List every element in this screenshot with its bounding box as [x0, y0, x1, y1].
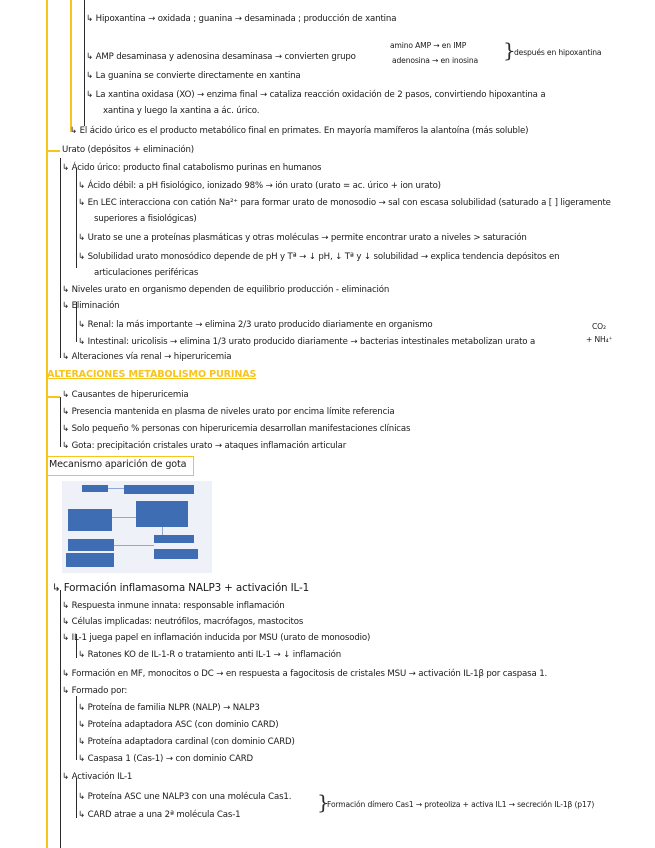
guide-line-top [70, 0, 72, 132]
note-line: ↳ Hipoxantina → oxidada ; guanina → desaminada ; producción de xantina [86, 14, 397, 24]
note-line: ↳ AMP desaminasa y adenosina desaminasa → convierten grupo [86, 52, 356, 62]
yellow-connector [46, 150, 60, 152]
guide-line-bottom [46, 583, 48, 848]
section-heading: Mecanismo aparición de gota [49, 459, 187, 470]
tree-line-5 [60, 397, 61, 447]
note-line: ↳ Presencia mantenida en plasma de niveles urato por encima límite referencia [62, 407, 395, 417]
note-line: CO₂ [592, 322, 606, 331]
note-line: ↳ Eliminación [62, 301, 120, 311]
note-line: ↳ Proteína ASC une NALP3 con una molécula Cas1. [78, 792, 292, 802]
note-line: ↳ Solo pequeño % personas con hiperuricemia desarrollan manifestaciones clínicas [62, 424, 411, 434]
note-line: ↳ Ácido úrico: producto final catabolismo purinas en humanos [62, 163, 322, 173]
note-line: ↳ Urato se une a proteínas plasmáticas y otras moléculas → permite encontrar urato a niveles > saturación [78, 233, 527, 243]
diagram-box [154, 535, 194, 543]
tree-line-2 [60, 158, 61, 358]
diagram-link [112, 517, 136, 518]
note-line: ↳ Ratones KO de IL-1-R o tratamiento anti IL-1 → ↓ inflamación [78, 650, 342, 660]
tree-line-3 [76, 168, 77, 268]
note-line: xantina y luego la xantina a ác. úrico. [103, 106, 260, 116]
note-line: ↳ Activación IL-1 [62, 772, 133, 782]
note-line: ↳ Respuesta inmune innata: responsable inflamación [62, 601, 285, 611]
note-line: Formación dímero Cas1 → proteoliza + activa IL1 → secreción IL-1β (p17) [327, 800, 595, 809]
section-title-text: ALTERACIONES METABOLISMO PURINAS [47, 369, 257, 380]
note-line: ↳ La xantina oxidasa (XO) → enzima final → cataliza reacción oxidación de 2 pasos, convirtiendo hipoxantina a [86, 90, 546, 100]
note-line: ↳ Renal: la más importante → elimina 2/3 urato producido diariamente en organismo [78, 320, 433, 330]
note-line: superiores a fisiológicas) [94, 214, 197, 224]
tree-line-6 [60, 590, 61, 848]
note-line: ↳ Proteína adaptadora cardinal (con dominio CARD) [78, 737, 295, 747]
note-line: adenosina → en inosina [392, 56, 479, 65]
note-line: ↳ Proteína de familia NLPR (NALP) → NALP3 [78, 703, 260, 713]
note-line: ↳ Causantes de hiperuricemia [62, 390, 189, 400]
diagram-box [66, 553, 114, 567]
diagram-box [136, 501, 188, 527]
note-line: ↳ El ácido úrico es el producto metabólico final en primates. En mayoría mamíferos la alantoína (más soluble) [70, 126, 529, 136]
note-line: ↳ IL-1 juega papel en inflamación inducida por MSU (urato de monosodio) [62, 633, 371, 643]
note-line: ↳ Formado por: [62, 686, 128, 696]
tree-line-8 [76, 696, 77, 760]
brace-symbol: } [503, 38, 516, 62]
diagram-box [124, 485, 194, 494]
brace-symbol: } [317, 790, 330, 814]
note-line: ↳ Células implicadas: neutrófilos, macrófagos, mastocitos [62, 617, 304, 627]
gout-diagram-thumbnail [62, 481, 212, 573]
note-line: ↳ Ácido débil: a pH fisiológico, ionizado 98% → ión urato (urato = ac. úrico + ion urato) [78, 181, 441, 191]
note-line: amino AMP → en IMP [390, 41, 467, 50]
yellow-connector [46, 396, 60, 398]
diagram-link [162, 527, 163, 535]
diagram-link [108, 488, 124, 489]
diagram-box [68, 539, 114, 551]
tree-line-9 [76, 778, 77, 818]
note-line: ↳ Alteraciones vía renal → hiperuricemia [62, 352, 232, 362]
diagram-link [114, 545, 154, 546]
note-line: articulaciones periféricas [94, 268, 199, 278]
note-line: ↳ CARD atrae a una 2ª molécula Cas-1 [78, 810, 241, 820]
note-line: ↳ En LEC interacciona con catión Na²⁺ para formar urato de monosodio → sal con escasa solubilidad (saturado a [ ] ligeramente [78, 198, 611, 208]
note-line: ↳ Gota: precipitación cristales urato → ataques inflamación articular [62, 441, 347, 451]
note-line: ↳ Intestinal: uricolisis → elimina 1/3 urato producido diariamente → bacterias intestinales metabolizan urato a [78, 337, 536, 347]
note-line: ↳ Solubilidad urato monosódico depende de pH y Tª → ↓ pH, ↓ Tª y ↓ solubilidad → explica tendencia depósitos en [78, 252, 560, 262]
note-line: ↳ Proteína adaptadora ASC (con dominio CARD) [78, 720, 279, 730]
tree-line-1 [84, 0, 85, 126]
section-heading: ↳ Formación inflamasoma NALP3 + activación IL-1 [52, 582, 310, 594]
note-line: ↳ Formación en MF, monocitos o DC → en respuesta a fagocitosis de cristales MSU → activación IL-1β por caspasa 1. [62, 669, 548, 679]
note-line: + NH₄⁺ [586, 335, 613, 344]
section-title [47, 369, 256, 381]
diagram-box [82, 485, 108, 492]
note-line: ↳ La guanina se convierte directamente en xantina [86, 71, 301, 81]
note-line: ↳ Caspasa 1 (Cas-1) → con dominio CARD [78, 754, 253, 764]
diagram-box [154, 549, 198, 559]
note-line: ↳ Niveles urato en organismo dependen de equilibrio producción - eliminación [62, 285, 390, 295]
note-line: después en hipoxantina [514, 48, 602, 57]
section-heading: Urato (depósitos + eliminación) [62, 145, 194, 155]
diagram-box [68, 509, 112, 531]
